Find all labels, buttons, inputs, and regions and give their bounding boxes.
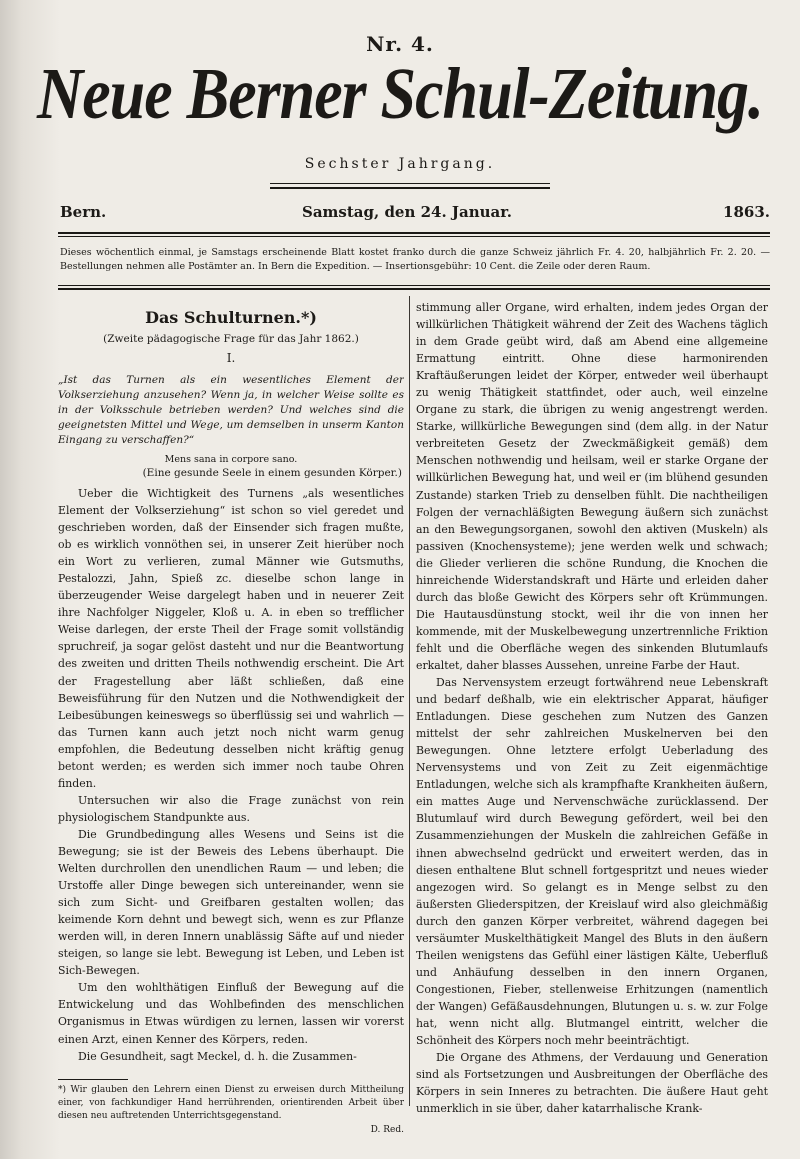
paragraph: Um den wohlthätigen Einfluß der Bewegung auf die Entwickelung und das Wohlbefinden des menschlichen Organismus in Etwas würdigen zu lernen, lassen wir vorerst einen Arzt, einen Kenner des Körpers, reden. — [58, 981, 404, 1046]
article-subtitle: (Zweite pädagogische Frage für das Jahr 1862.) — [103, 333, 359, 345]
question-quote: „Ist das Turnen als ein wesentliches Element der Volkserziehung anzusehen? Wenn ja, in welcher Weise sollte es in der Volksschule betrieben werden? Und welches sind die geeignetsten Mittel und Wege, um demselben in unserm Kanton Eingang zu verschaffen?“ — [58, 374, 404, 446]
dateline — [60, 203, 770, 225]
masthead-rule-top — [270, 183, 550, 184]
footnote-rule — [58, 1079, 128, 1080]
issue-number: Nr. 4. — [366, 32, 434, 56]
paragraph: Untersuchen wir also die Frage zunächst von rein physiologischem Standpunkte aus. — [58, 793, 404, 824]
subscription-notice: Dieses wöchentlich einmal, je Samstags erscheinende Blatt kostet franko durch die ganze Schweiz jährlich Fr. 4. 20, halbjährlich Fr. 2. 20. — Bestellungen nehmen alle Postämter an. In Bern die Expedition. — Insertionsgebühr: 10 Cent. die Zeile oder deren Raum. — [60, 247, 770, 272]
paragraph: Ueber die Wichtigkeit des Turnens „als wesentliches Element der Volkserziehung“ ist schon so viel geredet und geschrieben worden, daß der Einsender sich fragen mußte, ob es wirklich vonnöthen sei, in unserer Zeit hierüber noch ein Wort zu verlieren, zumal Männer wie Gutsmuths, Pestalozzi, Jahn, Spieß zc. dieselbe schon lange in überzeugender Weise dargelegt haben und in neuerer Zeit ihre Nachfolger Niggeler, Kloß u. A. in eben so trefflicher Weise darlegen, der erste Theil der Frage somit vollständig spruchreif, ja sogar gelöst dasteht und nur die Beantwortung des zweiten und dritten Theils nothwendig erscheint. Die Art der Fragestellung aber läßt schließen, daß eine Beweisführung für den Nutzen und die Nothwendigkeit der Leibesübungen keineswegs so überflüssig sei und wahrlich — das Turnen kann auch jetzt noch nicht warm genug empfohlen, die Bedeutung desselben nicht kräftig genug betont werden; es werden sich immer noch taube Ohren finden. — [58, 487, 404, 790]
paragraph: Die Gesundheit, sagt Meckel, d. h. die Zusammen- — [78, 1049, 357, 1063]
paragraph: Das Nervensystem erzeugt fortwährend neue Lebenskraft und bedarf deßhalb, wie ein elektrischer Apparat, häufiger Entladungen. Diese geschehen zum Nutzen des Ganzen mittelst der sehr zahlreichen Muskelnerven bei den Bewegungen. Ohne letztere erfolgt Ueberladung des Nervensystems und von Zeit zu Zeit eigenmächtige Entladungen, welche sich als krampfhafte Krankheiten äußern, ein mattes Auge und Nervenschwäche zurücklassend. Der Blutumlauf wird durch Bewegung gefördert, weil bei den Zusammenziehungen der Muskeln die zahlreichen Gefäße in ihnen abwechselnd gedrückt und erweitert werden, das in diesen enthaltene Blut schnell fortgespritzt und neues wieder angezogen wird. So gelangt es in Menge selbst zu den äußersten Gliederspitzen, der Kreislauf wird also gleichmäßig durch den ganzen Körper verbreitet, während dagegen bei versäumter Muskelthätigkeit Mangel des Bluts in den äußern Theilen wenigstens das Gefühl einer lästigen Kälte, Ueberfluß und Anhäufung desselben in den innern Organen, Congestionen, Fieber, stellenweise Erhitzungen (namentlich der Wangen) Gefäßausdehnungen, Blutungen u. s. w. zur Folge hat, wenn nicht allg. Blutmangel eintritt, welcher die Schönheit des Körpers noch mehr beeinträchtigt. — [416, 676, 768, 1048]
footnote-signature: D. Red. — [370, 1124, 404, 1135]
issue-date: Samstag, den 24. Januar. — [302, 203, 513, 221]
left-column — [58, 300, 404, 1135]
latin-motto: Mens sana in corpore sano. — [164, 454, 298, 465]
right-column — [416, 299, 768, 1117]
paragraph: Die Organe des Athmens, der Verdauung und Generation sind als Fortsetzungen und Ausbreitungen der Oberfläche des Körpers in sein Inneres zu betrachten. Die äußere Haut geht unmerklich in sie über, daher katarrhalische Krank- — [416, 1051, 768, 1116]
place-name: Bern. — [60, 203, 107, 221]
notice-rule-1 — [58, 285, 770, 286]
paragraph: stimmung aller Organe, wird erhalten, indem jedes Organ der willkürlichen Thätigkeit während der Zeit des Wachens täglich in dem Grade geübt wird, daß am Abend eine allgemeine Ermattung eintritt. Ohne diese harmonirenden Kraftäußerungen leidet der Körper, entweder weil überhaupt zu wenig Thätigkeit stattfindet, oder auch, weil einzelne Organe zu stark, die übrigen zu wenig angestrengt werden. Starke, willkürliche Bewegungen sind (dem allg. in der Natur verbreiteten Gesetz der Zweckmäßigkeit gemäß) dem Menschen nothwendig und heilsam, weil er starke Organe der willkürlichen Bewegung hat, und weil er (im blühend gesunden Zustande) starken Trieb zu denselben fühlt. Die nachtheiligen Folgen der vernachläßigten Bewegung äußern sich zunächst an den Bewegungsorganen, sowohl den aktiven (Muskeln) als passiven (Knochensysteme); jene werden welk und schwach; die Glieder verlieren die schöne Rundung, die Knochen die hinreichende Widerstandskraft und Härte und erleiden daher durch das bloße Gewicht des Körpers sehr oft Krümmungen. Die Hautausdünstung stockt, weil ihr die von innen her kommende, mit der Muskelbewegung unzertrennliche Friktion fehlt und die Oberfläche wegen des sinkenden Blutumlaufs erkaltet, daher blasses Aussehen, unreine Farbe der Haut. — [416, 301, 768, 672]
dateline-rule-2 — [58, 236, 770, 237]
masthead-rule-bottom — [270, 187, 550, 189]
footnote: *) Wir glauben den Lehrern einen Dienst zu erweisen durch Mittheilung einer, von fachkundiger Hand herrührenden, orientirenden Arbeit über diesen neu auftretenden Unterrichtsgegenstand. — [58, 1084, 404, 1121]
dateline-rule-1 — [58, 232, 770, 234]
column-divider — [409, 296, 410, 1106]
section-number: I. — [226, 351, 236, 365]
motto-translation: (Eine gesunde Seele in einem gesunden Körper.) — [142, 467, 402, 479]
issue-year: 1863. — [723, 203, 770, 221]
volume-line: Sechster Jahrgang. — [304, 156, 496, 172]
article-title: Das Schulturnen.*) — [145, 308, 317, 327]
newspaper-title: Neue Berner Schul-Zeitung. — [36, 52, 764, 135]
notice-rule-2 — [58, 288, 770, 290]
paragraph: Die Grundbedingung alles Wesens und Seins ist die Bewegung; sie ist der Beweis des Lebens überhaupt. Die Welten durchrollen den unendlichen Raum — und leben; die Urstoffe aller Dinge bewegen sich untereinander, wenn sie sich zum Sicht- und Greifbaren gestalten wollen; das keimende Korn dehnt und bewegt sich, wenn es zur Pflanze werden will, in deren Innern unablässig Säfte auf und nieder steigen, so lange sie lebt. Bewegung ist Leben, und Leben ist Sich-Bewegen. — [58, 827, 404, 978]
